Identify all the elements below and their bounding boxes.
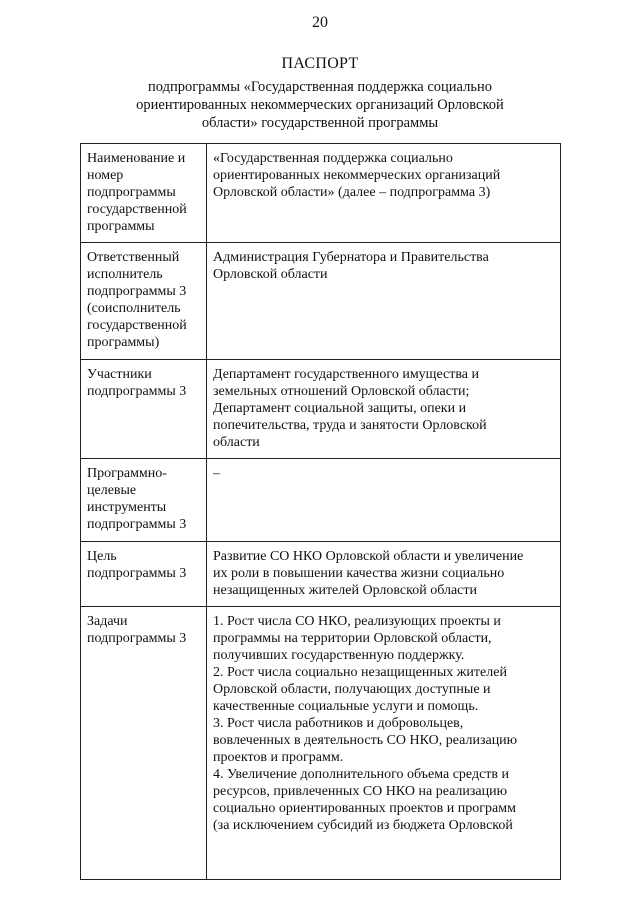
row-value-participants: Департамент государственного имущества и земельных отношений Орловской области; Департамент социальной защиты, опеки и попечительства, труда и занятости Орловской области	[207, 360, 561, 459]
row-label-goal: Цель подпрограммы 3	[81, 542, 207, 607]
table-row	[81, 459, 561, 542]
row-label-executor: Ответственный исполнитель подпрограммы 3 (соисполнитель государственной программы)	[81, 243, 207, 360]
row-value-tasks: 1. Рост числа СО НКО, реализующих проекты и программы на территории Орловской области, получивших государственную поддержку. 2. Рост числа социально незащищенных жителей Орловской области, получающих доступные и качественные социальные услуги и помощь. 3. Рост числа работников и добровольцев, вовлеченных в деятельность СО НКО, реализацию проектов и программ. 4. Увеличение дополнительного объема средств и ресурсов, привлеченных СО НКО на реализацию социально ориентированных проектов и программ (за исключением субсидий из бюджета Орловской	[207, 607, 561, 880]
table-row	[81, 360, 561, 459]
table-row	[81, 607, 561, 880]
row-label-tools: Программно- целевые инструменты подпрограммы 3	[81, 459, 207, 542]
table-row	[81, 542, 561, 607]
document-heading	[80, 54, 560, 132]
row-value-name: «Государственная поддержка социально ориентированных некоммерческих организаций Орловской области» (далее – подпрограмма 3)	[207, 144, 561, 243]
row-value-tools: –	[207, 459, 561, 542]
table-row	[81, 144, 561, 243]
table-row	[81, 243, 561, 360]
row-label-participants: Участники подпрограммы 3	[81, 360, 207, 459]
row-value-executor: Администрация Губернатора и Правительства Орловской области	[207, 243, 561, 360]
document-subtitle: подпрограммы «Государственная поддержка социально ориентированных некоммерческих организаций Орловской области» государственной программы	[136, 79, 504, 131]
document-title: ПАСПОРТ	[281, 55, 359, 72]
row-label-name: Наименование и номер подпрограммы государственной программы	[81, 144, 207, 243]
row-label-tasks: Задачи подпрограммы 3	[81, 607, 207, 880]
row-value-goal: Развитие СО НКО Орловской области и увеличение их роли в повышении качества жизни социально незащищенных жителей Орловской области	[207, 542, 561, 607]
passport-table	[80, 143, 561, 880]
page-number: 20	[312, 14, 328, 31]
